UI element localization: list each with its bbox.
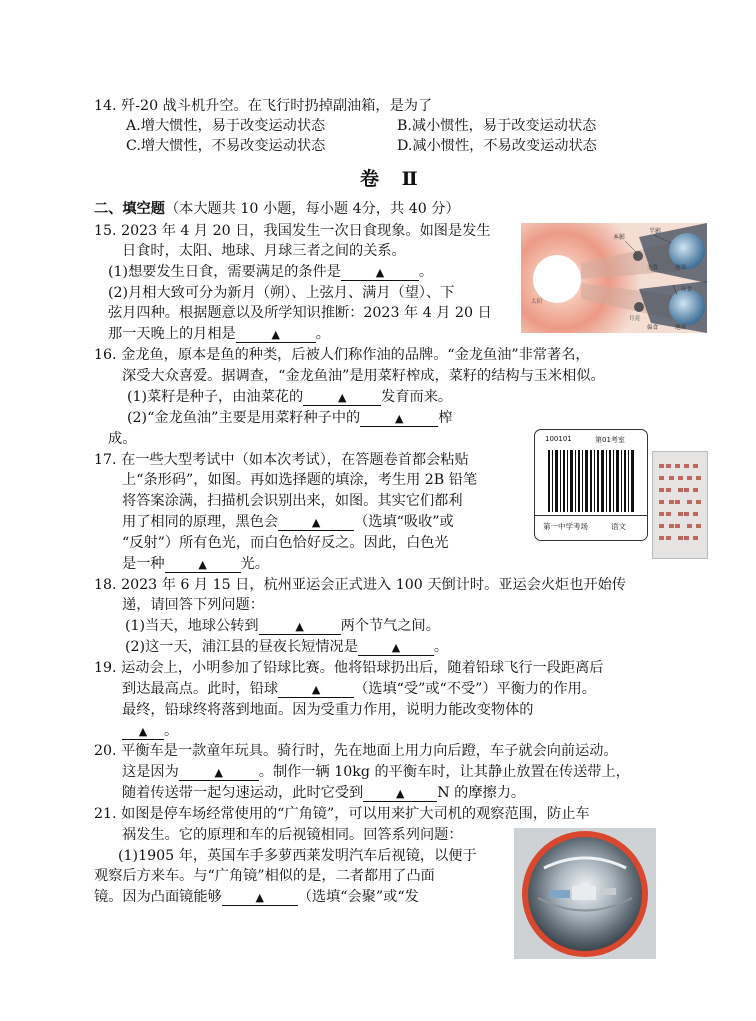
q16-answer-blank-2[interactable] — [360, 410, 438, 427]
triangle-icon: ▲ — [337, 391, 347, 404]
q17-line4 — [122, 513, 454, 531]
q19-answer-blank-2[interactable] — [122, 723, 164, 740]
q18-answer-blank-2[interactable] — [358, 639, 434, 656]
q20-answer-blank-1[interactable] — [179, 764, 259, 781]
triangle-icon: ▲ — [271, 328, 280, 341]
q21-line1: 21. 如图是停车场经常使用的“广角镜”，可以用来扩大司机的观察范围，防止车 — [94, 806, 590, 822]
triangle-icon: ▲ — [138, 725, 148, 738]
triangle-icon: ▲ — [391, 641, 401, 654]
label-total: 全食 — [647, 265, 659, 271]
q15-line1: 15. 2023 年 4 月 20 日，我国发生一次日食现象。如图是发生 — [94, 223, 491, 239]
label-earth-lower: 地球 — [675, 325, 687, 331]
q17-line2: 上“条形码”，如图。再如选择题的填涂，考生用 2B 铅笔 — [122, 472, 478, 488]
q15-line3 — [108, 263, 433, 281]
q17-line5: “反射”）所有色光，而白色恰好反之。因此，白色光 — [122, 535, 449, 551]
q16-line1: 16. 金龙鱼，原本是鱼的种类，后被人们称作油的品牌。“金龙鱼油”非常著名， — [94, 347, 590, 363]
section2-note: （本大题共 10 小题，每小题 4分，共 40 分） — [164, 201, 460, 217]
barcode-icon — [548, 450, 634, 512]
q17-line3: 将答案涂满，扫描机会识别出来，如图。其实它们都利 — [122, 493, 463, 509]
q15-q2-text: 那一天晚上的月相是 — [108, 326, 236, 342]
barcode-subject: 语文 — [611, 522, 626, 531]
q20-line3 — [122, 784, 525, 802]
earth-upper — [669, 233, 705, 269]
q14-option-b: B.减小惯性，易于改变运动状态 — [397, 118, 597, 134]
q19-q1-choice: （选填“受”或“不受”）平衡力的作用。 — [354, 681, 596, 697]
q16-q2-text: (2)“金龙鱼油”主要是用菜籽种子中的 — [127, 410, 361, 426]
eclipse-svg — [521, 223, 707, 333]
q17-q-text: 用了相同的原理，黑色会 — [122, 514, 279, 530]
q18-line4 — [125, 638, 448, 656]
q21-line2: 祸发生。它的原理和车的后视镜相同。回答系列问题： — [122, 827, 463, 843]
q16-q2-end: 榨 — [438, 410, 453, 426]
section2-heading — [94, 200, 460, 218]
barcode-room: 第01考室 — [595, 436, 625, 444]
label-umbra: 本影 — [613, 234, 626, 241]
q16-line3 — [127, 388, 452, 406]
q18-line2: 递，请回答下列问题： — [122, 597, 264, 613]
q21-answer-blank-1[interactable] — [222, 889, 298, 906]
q20-line1: 20. 平衡车是一款童年玩具。骑行时，先在地面上用力向后蹬，车子就会向前运动。 — [94, 743, 618, 759]
triangle-icon: ▲ — [295, 620, 304, 633]
q15-q2-end: 。 — [315, 326, 330, 342]
q21-q1-choice: （选填“会聚”或“发 — [297, 889, 419, 905]
q15-answer-blank-1[interactable] — [341, 264, 419, 281]
q19-answer-blank-1[interactable] — [278, 681, 354, 698]
q18-answer-blank-1[interactable] — [259, 618, 341, 635]
q15-line6 — [108, 325, 330, 343]
q20-line2 — [122, 763, 630, 781]
q15-line2: 日食时，太阳、地球、月球三者之间的关系。 — [122, 243, 406, 259]
barcode-number: 100101 — [545, 435, 572, 443]
q17-answer-blank-1[interactable] — [278, 514, 354, 531]
q17-q-choice: （选填“吸收”或 — [354, 514, 454, 530]
q18-q1-end: 两个节气之间。 — [340, 618, 440, 634]
label-penumbra: 半影 — [649, 228, 662, 235]
answer-bubbles-icon — [653, 452, 707, 558]
triangle-icon: ▲ — [198, 558, 207, 571]
q16-q1-end: 发育而来。 — [381, 389, 453, 405]
q17-answer-blank-2[interactable] — [165, 556, 241, 573]
earth-lower — [669, 289, 705, 325]
label-moon: 月亮 — [629, 316, 641, 322]
q15-answer-blank-2[interactable] — [236, 326, 316, 343]
solar-eclipse-diagram — [521, 223, 707, 333]
q17-q2-end: 光。 — [240, 556, 269, 572]
q15-q1-text: (1)想要发生日食，需要满足的条件是 — [108, 264, 341, 280]
q16-q1-text: (1)菜籽是种子，由油菜花的 — [127, 389, 304, 405]
q17-line6 — [122, 555, 269, 573]
label-sun: 太阳 — [531, 299, 543, 305]
triangle-icon: ▲ — [311, 516, 321, 529]
q19-line4 — [122, 722, 178, 740]
q18-line3 — [125, 617, 440, 635]
q16-line2: 深受大众喜爱。据调查，“金龙鱼油”是用菜籽榨成，菜籽的结构与玉米相似。 — [122, 368, 605, 384]
triangle-icon: ▲ — [311, 683, 321, 696]
sun-disk — [533, 255, 581, 303]
label-partial: 偏食 — [647, 325, 659, 331]
q21-line4: 观察后方来车。与“广角镜”相似的是，二者都用了凸面 — [94, 868, 435, 884]
triangle-icon: ▲ — [395, 787, 405, 800]
answer-sheet-photo — [652, 451, 708, 559]
section-title: 卷 Ⅱ — [360, 168, 426, 190]
q21-line3: (1)1905 年，英国车手多萝西莱发明汽车后视镜，以便于 — [118, 848, 477, 864]
triangle-icon: ▲ — [375, 266, 385, 279]
barcode-label — [534, 429, 648, 541]
q15-q1-end: 。 — [418, 264, 434, 280]
q14-option-d: D.减小惯性，不易改变运动状态 — [397, 138, 597, 154]
q15-line4: (2)月相大致可分为新月（朔）、上弦月、满月（望）、下 — [108, 285, 455, 301]
q19-q1-text: 到达最高点。此时，铅球 — [122, 681, 279, 697]
q20-q2-end: N 的摩擦力。 — [437, 785, 526, 801]
barcode-school: 第一中学考场 — [543, 522, 588, 531]
section2-label: 二、填空题 — [94, 201, 165, 217]
label-earth-upper: 地球 — [675, 265, 687, 271]
q14-stem: 14. 歼-20 战斗机升空。在飞行时扔掉副油箱，是为了 — [94, 98, 433, 114]
moon-lower — [634, 302, 644, 312]
triangle-icon: ▲ — [214, 766, 223, 779]
q16-line4 — [127, 409, 452, 427]
triangle-icon: ▲ — [395, 412, 404, 425]
q18-q2-end: 。 — [433, 639, 449, 655]
q19-line3: 最终，铅球终将落到地面。因为受重力作用，说明力能改变物体的 — [122, 702, 534, 718]
triangle-icon: ▲ — [255, 891, 264, 904]
q19-line2 — [122, 680, 596, 698]
q17-q2-text: 是一种 — [122, 556, 165, 572]
q15-line5: 弦月四种。根据题意以及所学知识推断：2023 年 4 月 20 日 — [108, 305, 492, 321]
q19-line1: 19. 运动会上，小明参加了铅球比赛。他将铅球扔出后，随着铅球飞行一段距离后 — [94, 660, 604, 676]
label-annular: 环食 — [681, 287, 693, 293]
q20-q2-text: 随着传送带一起匀速运动，此时它受到 — [122, 785, 364, 801]
convex-mirror-icon — [514, 828, 656, 959]
q20-q1-text: 这是因为 — [122, 764, 179, 780]
q14-option-a: A.增大惯性，易于改变运动状态 — [126, 118, 326, 134]
q20-answer-blank-2[interactable] — [363, 785, 437, 802]
convex-mirror-photo — [514, 828, 656, 959]
q21-q1-text: 镜。因为凸面镜能够 — [94, 889, 222, 905]
q21-line5 — [94, 888, 419, 906]
q18-q1-text: (1)当天，地球公转到 — [125, 618, 259, 634]
q18-q2-text: (2)这一天，浦江县的昼夜长短情况是 — [125, 639, 358, 655]
q14-option-c: C.增大惯性，不易改变运动状态 — [126, 138, 326, 154]
q16-answer-blank-1[interactable] — [303, 389, 381, 406]
q19-q2-end: 。 — [164, 723, 179, 739]
q18-line1: 18. 2023 年 6 月 15 日，杭州亚运会正式进入 100 天倒计时。亚运会火炬也开始传 — [94, 577, 626, 593]
q17-line1: 17. 在一些大型考试中（如本次考试），在答题卷首都会粘贴 — [94, 452, 469, 468]
q16-line5: 成。 — [108, 431, 137, 447]
moon-upper — [633, 251, 643, 261]
q20-q1-cont: 。制作一辆 10kg 的平衡车时，让其静止放置在传送带上， — [258, 764, 630, 780]
